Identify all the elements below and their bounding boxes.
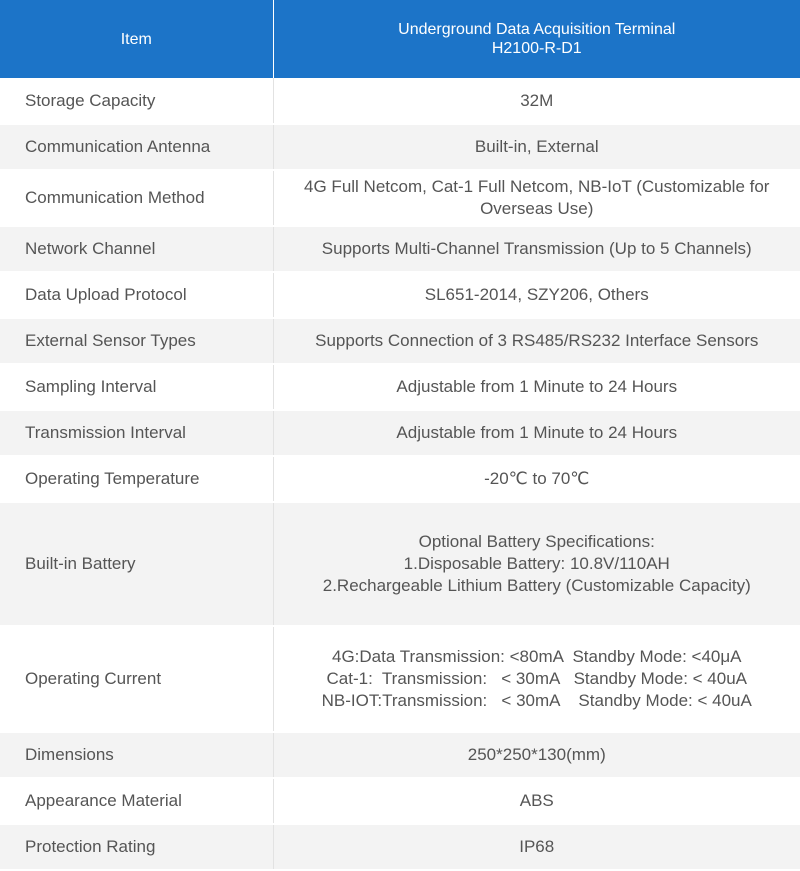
product-name: Underground Data Acquisition Terminal (398, 21, 676, 38)
spec-value: 250*250*130(mm) (273, 732, 800, 778)
spec-label: Built-in Battery (0, 502, 273, 626)
spec-row-storage-capacity (0, 78, 800, 124)
spec-value: ABS (273, 778, 800, 824)
spec-row-protection-rating (0, 824, 800, 870)
spec-label: External Sensor Types (0, 318, 273, 364)
spec-row-sampling-interval (0, 364, 800, 410)
spec-label: Transmission Interval (0, 410, 273, 456)
spec-row-communication-antenna (0, 124, 800, 170)
spec-label: Operating Current (0, 626, 273, 732)
spec-row-dimensions (0, 732, 800, 778)
spec-value: Built-in, External (273, 124, 800, 170)
spec-row-data-upload-protocol (0, 272, 800, 318)
spec-row-built-in-battery (0, 502, 800, 626)
spec-value: SL651-2014, SZY206, Others (273, 272, 800, 318)
spec-value: Supports Multi-Channel Transmission (Up to 5 Channels) (273, 226, 800, 272)
spec-label: Operating Temperature (0, 456, 273, 502)
spec-label: Network Channel (0, 226, 273, 272)
spec-value: 4G:Data Transmission: <80mA Standby Mode: <40μA Cat-1: Transmission: < 30mA Standby Mode: < 40uA NB-IOT:Transmission: < 30mA Standby Mode: < 40uA (273, 626, 800, 732)
spec-value: Supports Connection of 3 RS485/RS232 Interface Sensors (273, 318, 800, 364)
spec-row-network-channel (0, 226, 800, 272)
spec-label: Protection Rating (0, 824, 273, 870)
spec-row-appearance-material (0, 778, 800, 824)
spec-value: Optional Battery Specifications: 1.Disposable Battery: 10.8V/110AH 2.Rechargeable Lithium Battery (Customizable Capacity) (273, 502, 800, 626)
spec-label: Communication Antenna (0, 124, 273, 170)
spec-row-operating-current (0, 626, 800, 732)
spec-value: Adjustable from 1 Minute to 24 Hours (273, 364, 800, 410)
spec-label: Communication Method (0, 170, 273, 226)
spec-label: Data Upload Protocol (0, 272, 273, 318)
header-product (273, 0, 800, 78)
spec-row-transmission-interval (0, 410, 800, 456)
spec-label: Appearance Material (0, 778, 273, 824)
spec-value: 32M (273, 78, 800, 124)
spec-value: IP68 (273, 824, 800, 870)
spec-label: Sampling Interval (0, 364, 273, 410)
spec-label: Dimensions (0, 732, 273, 778)
spec-value: -20℃ to 70℃ (273, 456, 800, 502)
spec-row-external-sensor-types (0, 318, 800, 364)
header-item: Item (0, 0, 273, 78)
spec-value: Adjustable from 1 Minute to 24 Hours (273, 410, 800, 456)
product-model: H2100-R-D1 (491, 40, 582, 57)
spec-row-communication-method (0, 170, 800, 226)
spec-value: 4G Full Netcom, Cat-1 Full Netcom, NB-IoT (Customizable for Overseas Use) (273, 170, 800, 226)
header-row (0, 0, 800, 78)
spec-row-operating-temperature (0, 456, 800, 502)
spec-label: Storage Capacity (0, 78, 273, 124)
